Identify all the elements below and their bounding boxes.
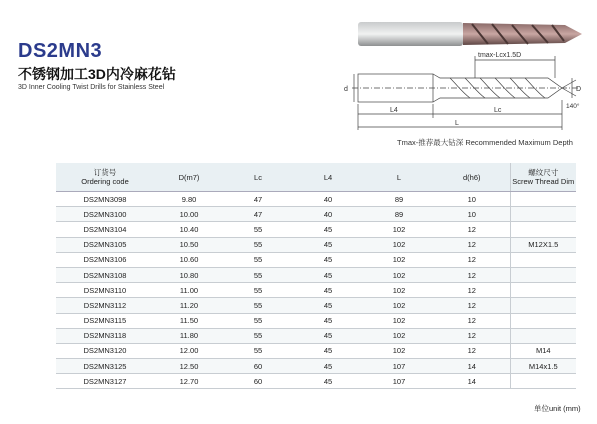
cell-ordering-code: DS2MN3098 (56, 192, 154, 207)
cell-lc: 55 (224, 298, 292, 313)
cell-screw-thread (510, 283, 576, 298)
l4-label: L4 (390, 107, 398, 114)
drill-technical-drawing (352, 56, 580, 130)
table-row (56, 283, 576, 298)
cell-ordering-code: DS2MN3120 (56, 343, 154, 358)
cell-ordering-code: DS2MN3118 (56, 328, 154, 343)
cell-shank-diameter: 10 (434, 207, 510, 222)
cell-diameter: 10.80 (154, 267, 224, 282)
cell-lc: 55 (224, 252, 292, 267)
cell-diameter: 10.60 (154, 252, 224, 267)
cell-ordering-code: DS2MN3110 (56, 283, 154, 298)
header-diameter: D(m7) (154, 163, 224, 192)
table-row (56, 313, 576, 328)
cell-l: 102 (364, 222, 434, 237)
cell-screw-thread: M12X1.5 (510, 237, 576, 252)
table-row (56, 359, 576, 374)
table-row (56, 192, 576, 207)
cell-lc: 55 (224, 267, 292, 282)
cell-l4: 45 (292, 237, 364, 252)
cell-l: 102 (364, 343, 434, 358)
cell-diameter: 12.50 (154, 359, 224, 374)
cell-l4: 45 (292, 359, 364, 374)
cell-shank-diameter: 12 (434, 298, 510, 313)
header-ordering-code-en: Ordering code (81, 177, 129, 186)
cell-shank-diameter: 12 (434, 343, 510, 358)
cell-shank-diameter: 12 (434, 267, 510, 282)
cell-l: 102 (364, 267, 434, 282)
header-lc: Lc (224, 163, 292, 192)
product-title-chinese: 不锈钢加工3D内冷麻花钻 (18, 66, 176, 82)
table-row (56, 328, 576, 343)
cell-lc: 47 (224, 192, 292, 207)
cell-lc: 47 (224, 207, 292, 222)
cell-diameter: 10.50 (154, 237, 224, 252)
cell-l: 107 (364, 359, 434, 374)
cell-l: 102 (364, 237, 434, 252)
cell-diameter: 11.50 (154, 313, 224, 328)
table-header-row (56, 163, 576, 192)
cell-l4: 45 (292, 343, 364, 358)
D-label: D (576, 86, 582, 93)
drill-diagram (344, 8, 590, 138)
cell-l4: 45 (292, 267, 364, 282)
cell-l4: 45 (292, 298, 364, 313)
cell-lc: 60 (224, 374, 292, 389)
cell-ordering-code: DS2MN3112 (56, 298, 154, 313)
cell-l4: 45 (292, 252, 364, 267)
cell-screw-thread (510, 313, 576, 328)
tmax-label: tmax-Lcx1.5D (478, 52, 522, 59)
header-ordering-code-cn: 订货号 (93, 168, 117, 177)
cell-lc: 55 (224, 328, 292, 343)
cell-ordering-code: DS2MN3100 (56, 207, 154, 222)
cell-screw-thread: M14x1.5 (510, 359, 576, 374)
cell-ordering-code: DS2MN3108 (56, 267, 154, 282)
cell-l4: 40 (292, 207, 364, 222)
cell-l4: 45 (292, 328, 364, 343)
cell-shank-diameter: 12 (434, 222, 510, 237)
cell-lc: 55 (224, 237, 292, 252)
cell-diameter: 12.00 (154, 343, 224, 358)
cell-l: 102 (364, 252, 434, 267)
cell-l: 89 (364, 207, 434, 222)
cell-shank-diameter: 12 (434, 328, 510, 343)
cell-screw-thread: M14 (510, 343, 576, 358)
cell-screw-thread (510, 192, 576, 207)
unit-label: 单位unit (mm) (534, 404, 581, 413)
cell-lc: 55 (224, 222, 292, 237)
table-row (56, 252, 576, 267)
cell-shank-diameter: 12 (434, 283, 510, 298)
cell-l: 102 (364, 328, 434, 343)
cell-diameter: 10.40 (154, 222, 224, 237)
table-row (56, 298, 576, 313)
cell-l: 107 (364, 374, 434, 389)
table-row (56, 237, 576, 252)
table-row (56, 374, 576, 389)
header-l: L (364, 163, 434, 192)
lc-label: Lc (494, 107, 502, 114)
cell-shank-diameter: 12 (434, 313, 510, 328)
cell-diameter: 9.80 (154, 192, 224, 207)
cell-shank-diameter: 12 (434, 237, 510, 252)
cell-diameter: 11.20 (154, 298, 224, 313)
cell-lc: 55 (224, 343, 292, 358)
cell-shank-diameter: 10 (434, 192, 510, 207)
table-row (56, 207, 576, 222)
cell-l4: 45 (292, 313, 364, 328)
cell-lc: 60 (224, 359, 292, 374)
product-title-english: 3D Inner Cooling Twist Drills for Stainless Steel (18, 84, 165, 91)
cell-l: 102 (364, 298, 434, 313)
header-shank-diameter: d(h6) (434, 163, 510, 192)
cell-l: 89 (364, 192, 434, 207)
cell-ordering-code: DS2MN3115 (56, 313, 154, 328)
header-screw-thread-en: Screw Thread Dim (512, 177, 575, 186)
cell-ordering-code: DS2MN3105 (56, 237, 154, 252)
cell-screw-thread (510, 298, 576, 313)
cell-screw-thread (510, 207, 576, 222)
table-row (56, 222, 576, 237)
specification-table (56, 163, 576, 389)
cell-shank-diameter: 12 (434, 252, 510, 267)
d-label: d (344, 86, 348, 93)
cell-l4: 40 (292, 192, 364, 207)
cell-screw-thread (510, 222, 576, 237)
header-screw-thread (510, 163, 576, 192)
header-ordering-code (56, 163, 154, 192)
cell-diameter: 12.70 (154, 374, 224, 389)
drill-photo (358, 22, 582, 46)
cell-ordering-code: DS2MN3106 (56, 252, 154, 267)
product-model-title: DS2MN3 (18, 40, 103, 62)
cell-screw-thread (510, 252, 576, 267)
cell-screw-thread (510, 328, 576, 343)
cell-ordering-code: DS2MN3127 (56, 374, 154, 389)
header-screw-thread-cn: 螺纹尺寸 (528, 168, 559, 177)
point-angle-label: 140° (566, 103, 580, 110)
l-label: L (455, 120, 459, 127)
recommended-depth-note: Tmax-推荐最大钻深 Recommended Maximum Depth (397, 138, 573, 147)
cell-lc: 55 (224, 313, 292, 328)
cell-diameter: 11.00 (154, 283, 224, 298)
cell-l4: 45 (292, 283, 364, 298)
cell-lc: 55 (224, 283, 292, 298)
cell-screw-thread (510, 374, 576, 389)
table-row (56, 267, 576, 282)
cell-ordering-code: DS2MN3104 (56, 222, 154, 237)
cell-diameter: 11.80 (154, 328, 224, 343)
cell-l4: 45 (292, 222, 364, 237)
cell-ordering-code: DS2MN3125 (56, 359, 154, 374)
cell-l4: 45 (292, 374, 364, 389)
cell-shank-diameter: 14 (434, 359, 510, 374)
table-row (56, 343, 576, 358)
header-l4: L4 (292, 163, 364, 192)
cell-l: 102 (364, 283, 434, 298)
cell-shank-diameter: 14 (434, 374, 510, 389)
cell-screw-thread (510, 267, 576, 282)
cell-l: 102 (364, 313, 434, 328)
cell-diameter: 10.00 (154, 207, 224, 222)
